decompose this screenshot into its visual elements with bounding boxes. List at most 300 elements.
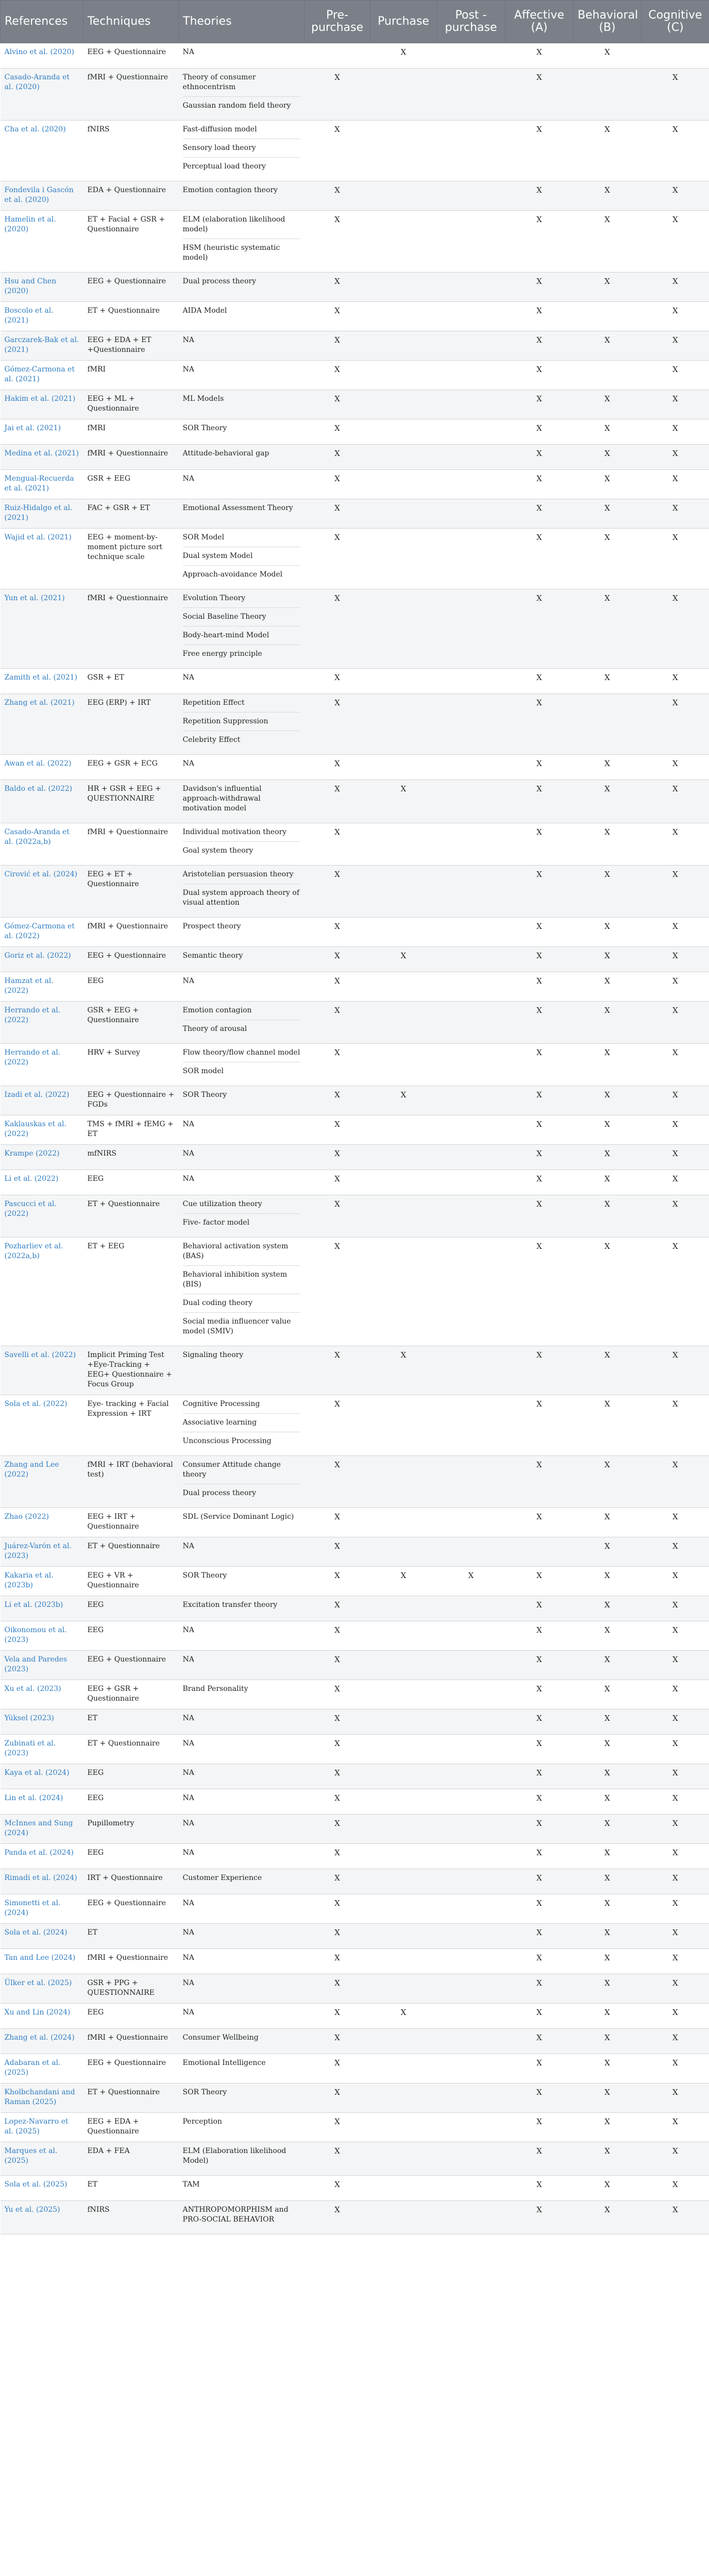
table-row: [1, 866, 709, 918]
theory-item: ML Models: [182, 395, 224, 403]
reference-link[interactable]: Kaya et al. (2024): [1, 1764, 83, 1789]
cognitive-mark: X: [642, 1735, 709, 1764]
reference-link[interactable]: Mengual-Recuerda et al. (2021): [1, 470, 83, 499]
technique-cell: GSR + EEG + Questionnaire: [83, 1002, 179, 1044]
pre-purchase-mark: X: [305, 947, 370, 972]
affective-mark: X: [505, 1789, 573, 1815]
reference-link[interactable]: Zubinati et al. (2023): [1, 1735, 83, 1764]
cognitive-mark: X: [642, 2083, 709, 2113]
post-purchase-mark: [437, 1044, 505, 1086]
theory-item: Dual process theory: [183, 1484, 300, 1502]
theories-cell: [179, 2142, 305, 2176]
behavioral-mark: X: [573, 755, 642, 780]
theory-item: NA: [182, 1120, 194, 1128]
reference-link[interactable]: Baldo et al. (2022): [1, 780, 83, 823]
affective-mark: X: [505, 302, 573, 331]
theories-cell: [179, 445, 305, 470]
table-row: [1, 302, 709, 331]
technique-cell: EEG + moment-by-moment picture sort technique scale: [83, 529, 179, 589]
theory-item: NA: [182, 1794, 194, 1802]
reference-link[interactable]: Jai et al. (2021): [1, 419, 83, 445]
table-row: [1, 181, 709, 211]
theories-cell: [179, 2201, 305, 2234]
theory-item: Perceptual load theory: [183, 157, 300, 176]
post-purchase-mark: [437, 1508, 505, 1537]
pre-purchase-mark: X: [305, 972, 370, 1002]
behavioral-mark: X: [573, 529, 642, 589]
pre-purchase-mark: X: [305, 1115, 370, 1145]
table-row: [1, 1764, 709, 1789]
technique-cell: fMRI + Questionnaire: [83, 2029, 179, 2054]
pre-purchase-mark: [305, 43, 370, 69]
theories-cell: [179, 866, 305, 918]
reference-link[interactable]: Yun et al. (2021): [1, 589, 83, 669]
theory-item: NA: [182, 1739, 194, 1748]
header-cognitive: Cognitive (C): [642, 1, 709, 43]
cognitive-mark: X: [642, 589, 709, 669]
theories-cell: [179, 1924, 305, 1949]
pre-purchase-mark: X: [305, 694, 370, 755]
reference-link[interactable]: Awan et al. (2022): [1, 755, 83, 780]
technique-cell: EEG (ERP) + IRT: [83, 694, 179, 755]
header-behavioral: Behavioral (B): [573, 1, 642, 43]
reference-link[interactable]: McInnes and Sung (2024): [1, 1815, 83, 1844]
theory-item: SOR Theory: [182, 2088, 227, 2096]
table-row: [1, 445, 709, 470]
cognitive-mark: X: [642, 1709, 709, 1735]
behavioral-mark: X: [573, 2004, 642, 2029]
reference-link[interactable]: Gómez-Carmona et al. (2021): [1, 361, 83, 390]
post-purchase-mark: [437, 1844, 505, 1869]
table-row: [1, 1456, 709, 1508]
pre-purchase-mark: X: [305, 331, 370, 361]
reference-link[interactable]: Lopez-Navarro et al. (2025): [1, 2113, 83, 2142]
affective-mark: X: [505, 1844, 573, 1869]
purchase-mark: [370, 866, 437, 918]
post-purchase-mark: [437, 972, 505, 1002]
theory-item: Flow theory/flow channel model: [182, 1048, 300, 1057]
cognitive-mark: [642, 43, 709, 69]
reference-link[interactable]: Yu et al. (2025): [1, 2201, 83, 2234]
reference-link[interactable]: Li et al. (2023b): [1, 1596, 83, 1621]
reference-link[interactable]: Cirović et al. (2024): [1, 866, 83, 918]
technique-cell: fMRI: [83, 361, 179, 390]
table-row: [1, 2054, 709, 2083]
behavioral-mark: X: [573, 1115, 642, 1145]
purchase-mark: [370, 1974, 437, 2004]
reference-link[interactable]: Gómez-Carmona et al. (2022): [1, 918, 83, 947]
cognitive-mark: X: [642, 445, 709, 470]
theory-item: Prospect theory: [182, 922, 241, 930]
purchase-mark: [370, 302, 437, 331]
reference-link[interactable]: Adabaran et al. (2025): [1, 2054, 83, 2083]
purchase-mark: [370, 529, 437, 589]
purchase-mark: [370, 1044, 437, 1086]
table-row: [1, 1949, 709, 1974]
reference-link[interactable]: Fondevila i Gascón et al. (2020): [1, 181, 83, 211]
post-purchase-mark: [437, 1680, 505, 1709]
post-purchase-mark: [437, 669, 505, 694]
technique-cell: fNIRS: [83, 2201, 179, 2234]
theory-item: Free energy principle: [183, 645, 300, 663]
reference-link[interactable]: Tan and Lee (2024): [1, 1949, 83, 1974]
reference-link[interactable]: Vela and Paredes (2023): [1, 1651, 83, 1680]
reference-link[interactable]: Kholbchandani and Raman (2025): [1, 2083, 83, 2113]
reference-link[interactable]: Pozharliev et al. (2022a,b): [1, 1238, 83, 1346]
post-purchase-mark: [437, 1709, 505, 1735]
pre-purchase-mark: X: [305, 181, 370, 211]
reference-link[interactable]: Hamelin et al. (2020): [1, 211, 83, 273]
theories-cell: [179, 1789, 305, 1815]
cognitive-mark: X: [642, 1170, 709, 1195]
reference-link[interactable]: Hsu and Chen (2020): [1, 273, 83, 302]
behavioral-mark: X: [573, 669, 642, 694]
post-purchase-mark: [437, 2201, 505, 2234]
reference-link[interactable]: Rimadi et al. (2024): [1, 1869, 83, 1894]
reference-link[interactable]: Zhang and Lee (2022): [1, 1456, 83, 1508]
theory-item: Behavioral inhibition system (BIS): [183, 1265, 300, 1294]
theories-cell: [179, 43, 305, 69]
reference-link[interactable]: Herrando et al. (2022): [1, 1044, 83, 1086]
reference-link[interactable]: Xu and Lin (2024): [1, 2004, 83, 2029]
pre-purchase-mark: X: [305, 1145, 370, 1170]
behavioral-mark: X: [573, 2083, 642, 2113]
reference-link[interactable]: Hamzat et al. (2022): [1, 972, 83, 1002]
theories-cell: [179, 181, 305, 211]
pre-purchase-mark: X: [305, 1456, 370, 1508]
purchase-mark: [370, 499, 437, 529]
technique-cell: EEG + Questionnaire: [83, 2054, 179, 2083]
technique-cell: fMRI + Questionnaire: [83, 589, 179, 669]
theory-item: Aristotelian persuasion theory: [182, 870, 294, 878]
affective-mark: X: [505, 2142, 573, 2176]
pre-purchase-mark: X: [305, 2029, 370, 2054]
table-row: [1, 1195, 709, 1238]
affective-mark: X: [505, 1044, 573, 1086]
affective-mark: X: [505, 1815, 573, 1844]
cognitive-mark: X: [642, 211, 709, 273]
purchase-mark: [370, 470, 437, 499]
technique-cell: HR + GSR + EEG + QUESTIONNAIRE: [83, 780, 179, 823]
post-purchase-mark: [437, 273, 505, 302]
theory-item: Evolution Theory: [182, 594, 246, 602]
technique-cell: ET + Questionnaire: [83, 1195, 179, 1238]
post-purchase-mark: [437, 694, 505, 755]
affective-mark: X: [505, 43, 573, 69]
affective-mark: X: [505, 1709, 573, 1735]
reference-link[interactable]: Xu et al. (2023): [1, 1680, 83, 1709]
purchase-mark: [370, 2083, 437, 2113]
behavioral-mark: X: [573, 1949, 642, 1974]
post-purchase-mark: [437, 2004, 505, 2029]
theory-item: NA: [182, 336, 194, 344]
post-purchase-mark: [437, 1537, 505, 1567]
theories-cell: [179, 1709, 305, 1735]
pre-purchase-mark: X: [305, 755, 370, 780]
theories-cell: [179, 1764, 305, 1789]
affective-mark: X: [505, 669, 573, 694]
theory-item: ELM (Elaboration likelihood Model): [182, 2147, 286, 2165]
table-row: [1, 780, 709, 823]
technique-cell: EDA + FEA: [83, 2142, 179, 2176]
reference-link[interactable]: Casado-Aranda et al. (2022a,b): [1, 823, 83, 866]
reference-link[interactable]: Marques et al. (2025): [1, 2142, 83, 2176]
theory-item: Customer Experience: [182, 1874, 262, 1882]
table-row: [1, 1596, 709, 1621]
purchase-mark: X: [370, 1346, 437, 1395]
purchase-mark: [370, 331, 437, 361]
theories-cell: [179, 499, 305, 529]
reference-link[interactable]: Alvino et al. (2020): [1, 43, 83, 69]
table-row: [1, 1395, 709, 1456]
pre-purchase-mark: X: [305, 1735, 370, 1764]
post-purchase-mark: [437, 1869, 505, 1894]
affective-mark: X: [505, 947, 573, 972]
reference-link[interactable]: Sola et al. (2022): [1, 1395, 83, 1456]
reference-link[interactable]: Juárez-Varón et al. (2023): [1, 1537, 83, 1567]
post-purchase-mark: [437, 1651, 505, 1680]
purchase-mark: [370, 2113, 437, 2142]
technique-cell: ET + EEG: [83, 1238, 179, 1346]
reference-link[interactable]: Herrando et al. (2022): [1, 1002, 83, 1044]
cognitive-mark: X: [642, 470, 709, 499]
affective-mark: X: [505, 2029, 573, 2054]
affective-mark: X: [505, 390, 573, 419]
behavioral-mark: X: [573, 1680, 642, 1709]
reference-link[interactable]: Savelli et al. (2022): [1, 1346, 83, 1395]
table-row: [1, 1238, 709, 1346]
cognitive-mark: X: [642, 390, 709, 419]
cognitive-mark: X: [642, 1195, 709, 1238]
table-row: [1, 1508, 709, 1537]
reference-link[interactable]: Goriz et al. (2022): [1, 947, 83, 972]
table-row: [1, 43, 709, 69]
table-row: [1, 1115, 709, 1145]
theories-cell: [179, 1170, 305, 1195]
purchase-mark: [370, 918, 437, 947]
affective-mark: X: [505, 2113, 573, 2142]
purchase-mark: [370, 273, 437, 302]
theory-item: ELM (elaboration likelihood model): [182, 215, 285, 233]
theory-item: Cognitive Processing: [182, 1400, 260, 1408]
purchase-mark: [370, 1680, 437, 1709]
reference-link[interactable]: Sola et al. (2024): [1, 1924, 83, 1949]
post-purchase-mark: [437, 1086, 505, 1115]
affective-mark: X: [505, 972, 573, 1002]
reference-link[interactable]: Medina et al. (2021): [1, 445, 83, 470]
table-row: [1, 1044, 709, 1086]
table-row: [1, 2083, 709, 2113]
post-purchase-mark: [437, 529, 505, 589]
post-purchase-mark: [437, 2142, 505, 2176]
affective-mark: X: [505, 1974, 573, 2004]
purchase-mark: [370, 1894, 437, 1924]
theory-item: Body-heart-mind Model: [183, 626, 300, 645]
theories-cell: [179, 780, 305, 823]
purchase-mark: [370, 1456, 437, 1508]
technique-cell: fMRI + Questionnaire: [83, 445, 179, 470]
purchase-mark: X: [370, 43, 437, 69]
theories-cell: [179, 1735, 305, 1764]
theory-item: NA: [182, 1979, 194, 1987]
pre-purchase-mark: X: [305, 589, 370, 669]
theories-cell: [179, 1949, 305, 1974]
theory-item: NA: [182, 1626, 194, 1634]
cognitive-mark: X: [642, 181, 709, 211]
reference-link[interactable]: Kakaria et al. (2023b): [1, 1567, 83, 1596]
affective-mark: X: [505, 121, 573, 181]
cognitive-mark: X: [642, 1044, 709, 1086]
cognitive-mark: X: [642, 1621, 709, 1651]
post-purchase-mark: [437, 1145, 505, 1170]
table-row: [1, 1735, 709, 1764]
theory-item: Theory of arousal: [183, 1020, 300, 1038]
reference-link[interactable]: Boscolo et al. (2021): [1, 302, 83, 331]
table-row: [1, 1621, 709, 1651]
behavioral-mark: X: [573, 780, 642, 823]
table-row: [1, 273, 709, 302]
affective-mark: X: [505, 1170, 573, 1195]
cognitive-mark: X: [642, 2201, 709, 2234]
reference-link[interactable]: Zamith et al. (2021): [1, 669, 83, 694]
purchase-mark: X: [370, 1086, 437, 1115]
behavioral-mark: [573, 361, 642, 390]
reference-link[interactable]: Pascucci et al. (2022): [1, 1195, 83, 1238]
table-row: [1, 499, 709, 529]
theory-item: SDL (Service Dominant Logic): [182, 1513, 294, 1521]
reference-link[interactable]: Simonetti et al. (2024): [1, 1894, 83, 1924]
theory-item: Attitude-behavioral gap: [182, 449, 269, 457]
behavioral-mark: X: [573, 1764, 642, 1789]
affective-mark: X: [505, 331, 573, 361]
theories-cell: [179, 529, 305, 589]
affective-mark: X: [505, 1621, 573, 1651]
technique-cell: mfNIRS: [83, 1145, 179, 1170]
pre-purchase-mark: X: [305, 1815, 370, 1844]
post-purchase-mark: [437, 211, 505, 273]
reference-link[interactable]: Kaklauskas et al. (2022): [1, 1115, 83, 1145]
reference-link[interactable]: Lin et al. (2024): [1, 1789, 83, 1815]
behavioral-mark: X: [573, 211, 642, 273]
purchase-mark: [370, 1924, 437, 1949]
purchase-mark: [370, 669, 437, 694]
post-purchase-mark: [437, 1395, 505, 1456]
cognitive-mark: X: [642, 1145, 709, 1170]
table-row: [1, 390, 709, 419]
theory-item: Sensory load theory: [183, 139, 300, 157]
theory-item: Dual system Model: [183, 547, 300, 565]
reference-link[interactable]: Panda et al. (2024): [1, 1844, 83, 1869]
behavioral-mark: X: [573, 499, 642, 529]
behavioral-mark: X: [573, 1508, 642, 1537]
table-row: [1, 69, 709, 121]
post-purchase-mark: [437, 1974, 505, 2004]
reference-link[interactable]: Wajid et al. (2021): [1, 529, 83, 589]
reference-link[interactable]: Krampe (2022): [1, 1145, 83, 1170]
affective-mark: X: [505, 1869, 573, 1894]
theories-cell: [179, 1115, 305, 1145]
affective-mark: X: [505, 470, 573, 499]
table-row: [1, 755, 709, 780]
technique-cell: EEG: [83, 1596, 179, 1621]
affective-mark: X: [505, 69, 573, 121]
theory-item: Approach-avoidance Model: [183, 565, 300, 584]
theories-cell: [179, 1395, 305, 1456]
reference-link[interactable]: Cha et al. (2020): [1, 121, 83, 181]
reference-link[interactable]: Izadi et al. (2022): [1, 1086, 83, 1115]
post-purchase-mark: [437, 823, 505, 866]
behavioral-mark: [573, 694, 642, 755]
theory-item: HSM (heuristic systematic model): [183, 239, 300, 267]
affective-mark: X: [505, 866, 573, 918]
reference-link[interactable]: Ülker et al. (2025): [1, 1974, 83, 2004]
theory-item: NA: [182, 1714, 194, 1722]
theory-item: Dual coding theory: [183, 1294, 300, 1312]
reference-link[interactable]: Li et al. (2022): [1, 1170, 83, 1195]
theories-cell: [179, 1651, 305, 1680]
theory-item: NA: [182, 1769, 194, 1777]
affective-mark: X: [505, 273, 573, 302]
behavioral-mark: X: [573, 2176, 642, 2201]
technique-cell: EDA + Questionnaire: [83, 181, 179, 211]
pre-purchase-mark: X: [305, 823, 370, 866]
reference-link[interactable]: Garczarek-Bak et al. (2021): [1, 331, 83, 361]
reference-link[interactable]: Zhang et al. (2021): [1, 694, 83, 755]
purchase-mark: [370, 1145, 437, 1170]
cognitive-mark: X: [642, 2054, 709, 2083]
theory-item: Emotion contagion theory: [182, 186, 278, 194]
post-purchase-mark: [437, 1815, 505, 1844]
theory-item: TAM: [182, 2180, 200, 2189]
post-purchase-mark: [437, 419, 505, 445]
reference-link[interactable]: Zhang et al. (2024): [1, 2029, 83, 2054]
theory-item: Consumer Attitude change theory: [182, 1461, 281, 1479]
pre-purchase-mark: X: [305, 1044, 370, 1086]
behavioral-mark: X: [573, 1869, 642, 1894]
technique-cell: TMS + fMRI + fEMG + ET: [83, 1115, 179, 1145]
reference-link[interactable]: Casado-Aranda et al. (2020): [1, 69, 83, 121]
theories-cell: [179, 1456, 305, 1508]
cognitive-mark: X: [642, 69, 709, 121]
pre-purchase-mark: X: [305, 361, 370, 390]
theories-cell: [179, 302, 305, 331]
behavioral-mark: X: [573, 1596, 642, 1621]
reference-link[interactable]: Oikonomou et al. (2023): [1, 1621, 83, 1651]
cognitive-mark: X: [642, 2176, 709, 2201]
theory-item: Unconscious Processing: [183, 1432, 300, 1450]
reference-link[interactable]: Sola et al. (2025): [1, 2176, 83, 2201]
technique-cell: GSR + ET: [83, 669, 179, 694]
affective-mark: X: [505, 1764, 573, 1789]
reference-link[interactable]: Ruiz-Hidalgo et al. (2021): [1, 499, 83, 529]
reference-link[interactable]: Yüksel (2023): [1, 1709, 83, 1735]
reference-link[interactable]: Zhao (2022): [1, 1508, 83, 1537]
pre-purchase-mark: X: [305, 1789, 370, 1815]
theory-item: Signaling theory: [182, 1351, 244, 1359]
affective-mark: X: [505, 529, 573, 589]
reference-link[interactable]: Hakim et al. (2021): [1, 390, 83, 419]
purchase-mark: [370, 69, 437, 121]
purchase-mark: [370, 1815, 437, 1844]
pre-purchase-mark: X: [305, 1709, 370, 1735]
post-purchase-mark: [437, 361, 505, 390]
theories-cell: [179, 1680, 305, 1709]
theory-item: Perception: [182, 2117, 222, 2126]
theories-cell: [179, 1815, 305, 1844]
theory-item: NA: [182, 1542, 194, 1550]
cognitive-mark: X: [642, 918, 709, 947]
purchase-mark: [370, 1735, 437, 1764]
